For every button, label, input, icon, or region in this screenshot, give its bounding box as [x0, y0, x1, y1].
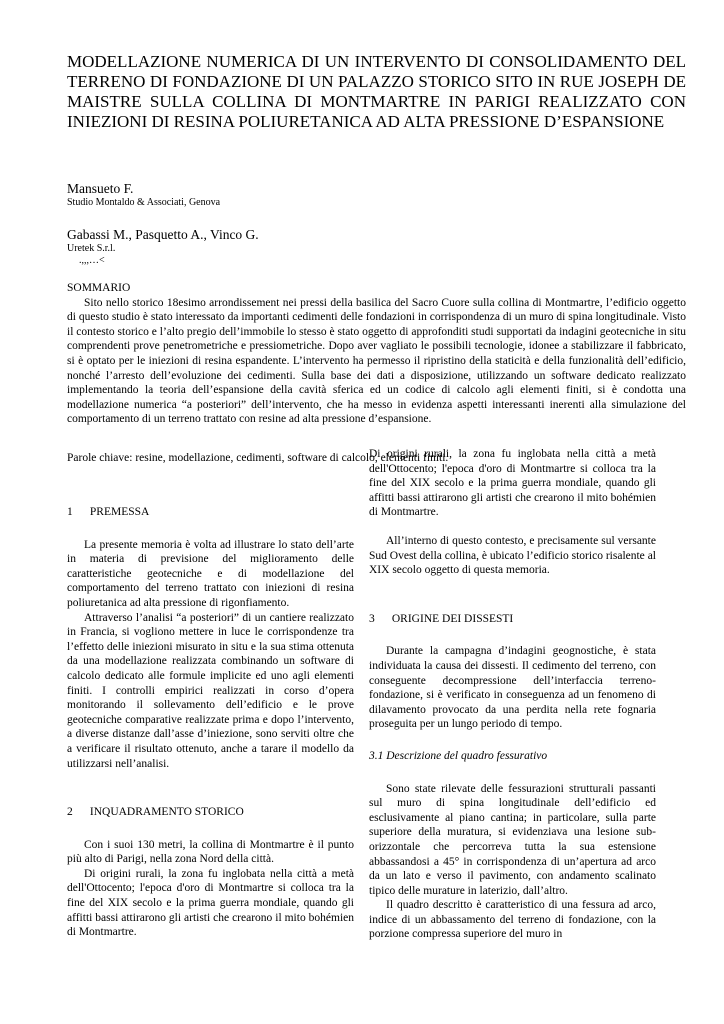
paragraph: All’interno di questo contesto, e precisamente sul versante Sud Ovest della collina, è ubicato l’edificio storico risalente al XIX secolo oggetto di questa memoria. — [369, 535, 656, 577]
author-block-1 — [67, 181, 220, 209]
section-number: 2 — [67, 806, 73, 819]
section-number: 1 — [67, 506, 73, 518]
paragraph: Il quadro descritto è caratteristico di una fessura ad arco, indice di un abbassamento del terreno di fondazione, con la porzione compressa superiore del muro in — [369, 899, 656, 941]
author-name: Mansueto F. — [67, 181, 134, 196]
column-left — [67, 505, 354, 939]
keywords: Parole chiave: resine, modellazione, cedimenti, software di calcolo, elementi finiti. — [67, 452, 449, 464]
paragraph: La presente memoria è volta ad illustrare lo stato dell’arte in materia di previsione del miglioramento delle caratteristiche geotecniche e di modellazione del comportamento del terreno trattato con iniezioni di resina poliuretanica ad alta pressione di rigonfiamento. — [67, 538, 354, 609]
author-affiliation: Uretek S.r.l. — [67, 243, 116, 254]
author-block-2 — [67, 227, 259, 267]
section-heading — [67, 505, 354, 520]
paragraph-continued — [369, 448, 656, 534]
author-name: Gabassi M., Pasquetto A., Vinco G. — [67, 227, 259, 242]
section-number: 3 — [369, 612, 375, 625]
section-title: ORIGINE DEI DISSESTI — [391, 612, 514, 625]
abstract — [67, 281, 686, 427]
section-heading — [67, 805, 354, 820]
paragraph-continued-text: Di origini rurali, la zona fu inglobata nella città a metà dell'Ottocento; l'epoca d'oro di Montmartre si colloca tra la fine del XIX secolo e la prima guerra mondiale, quando gli affitti bassi attirarono gli artisti che crearono il mito bohémien di Montmartre. — [369, 448, 656, 519]
abstract-text: Sito nello storico 18esimo arrondissement nei pressi della basilica del Sacro Cuore sulla collina di Montmartre, l’edificio oggetto di questo studio è stato interessato da importanti cedimenti delle fondazioni in corrispondenza di un muro di spina longitudinale. Visto il contesto storico e l’alto pregio dell’immobile lo stesso è stato oggetto di approfonditi studi supportati da indagini geotecniche in situ comprendenti prove penetrometriche e pressiometriche. Dopo aver vagliato le possibili tecnologie, idonee a stabilizzare il fabbricato, si è optato per le iniezioni di resina espandente. L’intervento ha permesso il ripristino della staticità e della funzionalità dell’edificio, nonché l’arresto dell’evoluzione dei cedimenti. Sulla base dei dati a disposizione, utilizzando un software dedicato realizzato implementando la teoria dell’espansione della cavità sferica ed un codice di calcolo agli elementi finiti, si è condotta una modellazione numerica “a posteriori” dell’intervento, che ha messo in evidenza aspetti interessanti inerenti alla simulazione del comportamento di un terreno trattato con resine ad alta pressione d’espansione. — [67, 296, 686, 426]
stray-marks: .,,,…< — [79, 255, 105, 266]
column-right — [369, 448, 656, 942]
subsection-heading: 3.1 Descrizione del quadro fessurativo — [369, 749, 548, 762]
paragraph: Con i suoi 130 metri, la collina di Montmartre è il punto più alto di Parigi, nella zona Nord della città. — [67, 838, 354, 866]
abstract-heading: SOMMARIO — [67, 282, 131, 294]
paper-title: MODELLAZIONE NUMERICA DI UN INTERVENTO DI CONSOLIDAMENTO DEL TERRENO DI FONDAZIONE DI UN PALAZZO STORICO SITO IN RUE JOSEPH DE MAISTRE SULLA COLLINA DI MONTMARTRE IN PARIGI REALIZZATO CON INIEZIONI DI RESINA POLIURETANICA AD ALTA PRESSIONE D’ESPANSIONE — [67, 52, 686, 131]
paragraph: Di origini rurali, la zona fu inglobata nella città a metà dell'Ottocento; l'epoca d'oro di Montmartre si colloca tra la fine del XIX secolo e la prima guerra mondiale, quando gli affitti bassi attirarono gli artisti che crearono il mito bohémien di Montmartre. — [67, 867, 354, 939]
section-heading — [369, 612, 656, 627]
author-affiliation: Studio Montaldo & Associati, Genova — [67, 197, 221, 208]
paragraph: Durante la campagna d’indagini geognostiche, è stata individuata la causa dei dissesti. Il cedimento del terreno, con conseguente decompressione dell’interfaccia terreno-fondazione, si è verificato in conseguenza ad un fenomeno di dilavamento provocato da una perdita nella rete fognaria proseguita per un lungo periodo di tempo. — [369, 645, 656, 731]
section-title: INQUADRAMENTO STORICO — [89, 806, 244, 819]
section-title: PREMESSA — [89, 506, 150, 518]
paragraph: Sono state rilevate delle fessurazioni strutturali passanti sul muro di spina longitudinale dell’edificio ed esclusivamente al piano cantina; in particolare, sulla parte superiore della muratura, si evidenziava una lesione sub-orizzontale che percorreva tutta la sua estensione abbassandosi a 45° in corrispondenza di un’apertura ad arco da un lato e verso il pavimento, con andamento scalinato tipico delle murature in laterizio, dall’altro. — [369, 782, 656, 897]
paragraph: Attraverso l’analisi “a posteriori” di un cantiere realizzato in Francia, si vogliono mettere in luce le corrispondenze tra l’effetto delle iniezioni misurato in situ e la sua stima ottenuta da una modellazione realizzata combinando un software di calcolo dedicato alle formule implicite ed uno agli elementi finiti. I controlli empirici realizzati in corso d’opera monitorando il sollevamento dell’edificio e le prove geotecniche comparative realizzate prima e dopo l’intervento, a diverse distanze dall’asse d’iniezione, sono serviti oltre che a verificare il risultato ottenuto, anche a tarare il modello da utilizzarsi nell’analisi. — [67, 611, 354, 770]
